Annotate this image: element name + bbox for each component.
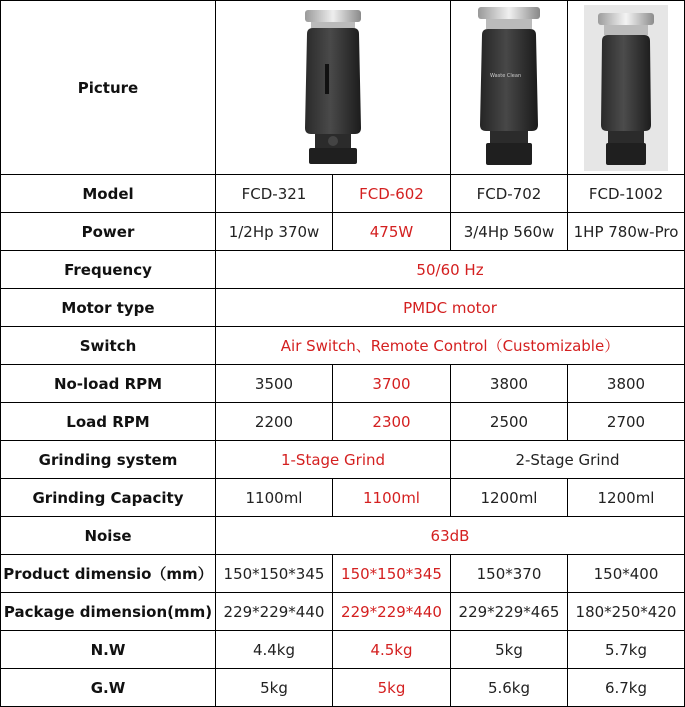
spec-value: 1100ml bbox=[333, 479, 451, 517]
frequency-row bbox=[1, 251, 685, 289]
spec-value: FCD-321 bbox=[216, 175, 333, 213]
picture-label: Picture bbox=[1, 1, 216, 175]
spec-value: 1-Stage Grind bbox=[216, 441, 451, 479]
spec-value: 2700 bbox=[568, 403, 685, 441]
spec-value-merged: 63dB bbox=[216, 517, 685, 555]
row-label: Switch bbox=[1, 327, 216, 365]
spec-value: 1200ml bbox=[451, 479, 568, 517]
model-row bbox=[1, 175, 685, 213]
spec-value: 5.7kg bbox=[568, 631, 685, 669]
row-label: Frequency bbox=[1, 251, 216, 289]
spec-value: FCD-602 bbox=[333, 175, 451, 213]
spec-value: 150*400 bbox=[568, 555, 685, 593]
motor-type-row bbox=[1, 289, 685, 327]
spec-value: 3800 bbox=[451, 365, 568, 403]
spec-value: 5kg bbox=[216, 669, 333, 707]
spec-value: 1200ml bbox=[568, 479, 685, 517]
row-label: Product dimensio（mm） bbox=[1, 555, 216, 593]
spec-value: 2500 bbox=[451, 403, 568, 441]
row-label: Load RPM bbox=[1, 403, 216, 441]
brand-logo-text: Waste Clean bbox=[490, 72, 522, 79]
product-image-cell bbox=[216, 1, 451, 175]
spec-value-merged: 50/60 Hz bbox=[216, 251, 685, 289]
spec-value: 1/2Hp 370w bbox=[216, 213, 333, 251]
spec-value: 5.6kg bbox=[451, 669, 568, 707]
fcd-1002-disposer-image bbox=[568, 1, 684, 174]
spec-value: 5kg bbox=[333, 669, 451, 707]
spec-value: 2300 bbox=[333, 403, 451, 441]
spec-value: 5kg bbox=[451, 631, 568, 669]
fcd-702-disposer-image bbox=[451, 1, 567, 174]
spec-value-merged: PMDC motor bbox=[216, 289, 685, 327]
spec-value: 2200 bbox=[216, 403, 333, 441]
product-dimensio-mm-row bbox=[1, 555, 685, 593]
spec-value: 2-Stage Grind bbox=[451, 441, 685, 479]
power-row bbox=[1, 213, 685, 251]
spec-value: 6.7kg bbox=[568, 669, 685, 707]
noise-row bbox=[1, 517, 685, 555]
spec-value: 150*150*345 bbox=[216, 555, 333, 593]
row-label: Model bbox=[1, 175, 216, 213]
n-w-row bbox=[1, 631, 685, 669]
row-label: G.W bbox=[1, 669, 216, 707]
no-load-rpm-row bbox=[1, 365, 685, 403]
spec-value: 180*250*420 bbox=[568, 593, 685, 631]
fcd-321-disposer-image bbox=[216, 1, 450, 174]
spec-value: 150*150*345 bbox=[333, 555, 451, 593]
spec-value: 1100ml bbox=[216, 479, 333, 517]
fcd-702-image-cell bbox=[451, 1, 568, 175]
spec-value: 3500 bbox=[216, 365, 333, 403]
g-w-row bbox=[1, 669, 685, 707]
spec-value: 229*229*440 bbox=[333, 593, 451, 631]
grinding-system-row bbox=[1, 441, 685, 479]
spec-value: 150*370 bbox=[451, 555, 568, 593]
spec-value: 3/4Hp 560w bbox=[451, 213, 568, 251]
load-rpm-row bbox=[1, 403, 685, 441]
spec-value: 4.4kg bbox=[216, 631, 333, 669]
spec-value: 3800 bbox=[568, 365, 685, 403]
row-label: Power bbox=[1, 213, 216, 251]
switch-row bbox=[1, 327, 685, 365]
fcd-1002-image-cell bbox=[568, 1, 685, 175]
row-label: Motor type bbox=[1, 289, 216, 327]
spec-value: 229*229*465 bbox=[451, 593, 568, 631]
row-label: Grinding system bbox=[1, 441, 216, 479]
row-label: No-load RPM bbox=[1, 365, 216, 403]
spec-value: 3700 bbox=[333, 365, 451, 403]
spec-value: 475W bbox=[333, 213, 451, 251]
package-dimension-mm-row bbox=[1, 593, 685, 631]
spec-value: 4.5kg bbox=[333, 631, 451, 669]
grinding-capacity-row bbox=[1, 479, 685, 517]
spec-value: 1HP 780w-Pro bbox=[568, 213, 685, 251]
spec-value: 229*229*440 bbox=[216, 593, 333, 631]
row-label: N.W bbox=[1, 631, 216, 669]
row-label: Noise bbox=[1, 517, 216, 555]
row-label: Grinding Capacity bbox=[1, 479, 216, 517]
row-label: Package dimension(mm) bbox=[1, 593, 216, 631]
spec-value: FCD-1002 bbox=[568, 175, 685, 213]
spec-value: FCD-702 bbox=[451, 175, 568, 213]
picture-row bbox=[1, 1, 685, 175]
spec-value-merged: Air Switch、Remote Control（Customizable） bbox=[216, 327, 685, 365]
